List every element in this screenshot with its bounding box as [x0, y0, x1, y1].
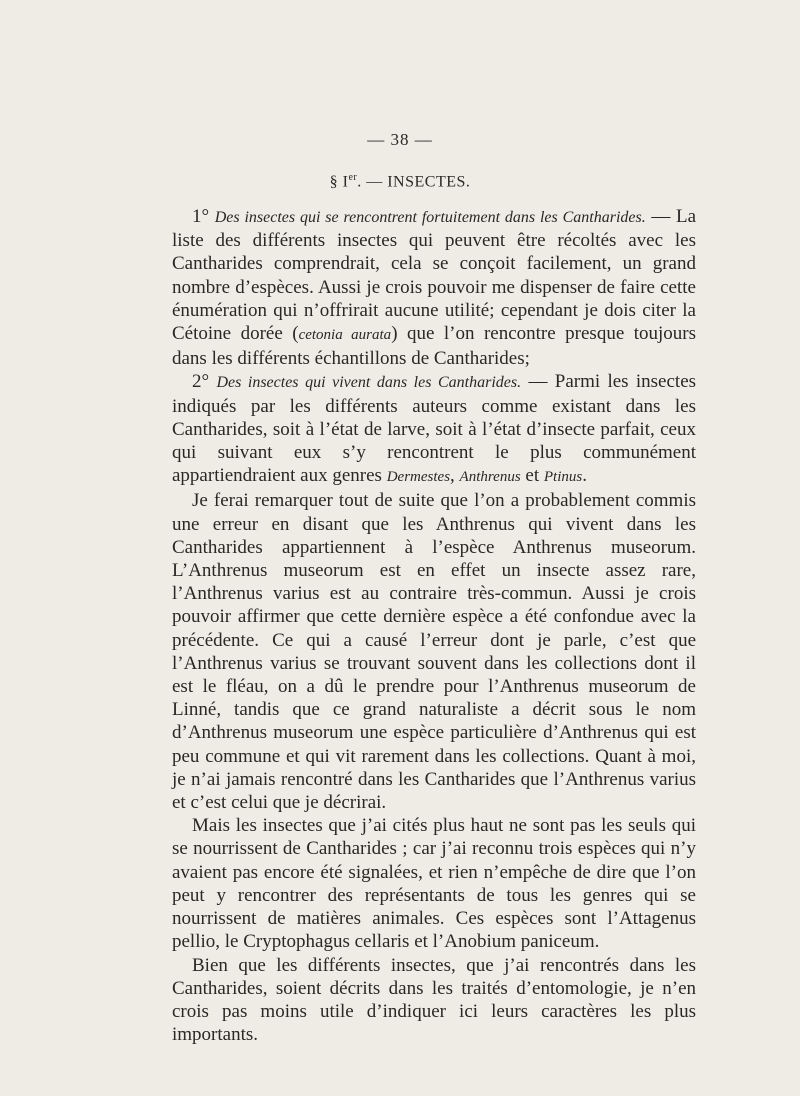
paragraph-4: Mais les insectes que j’ai cités plus haut ne sont pas les seuls qui se nourrissent de Cantharides ; car j’ai reconnu trois espèces qui n’y avaient pas encore été signalées, et rien n’empêche de dire que l’on peut y rencontrer des représentants de tous les genres qui se nourrissent de matières animales. Ces espèces sont l’Attagenus pellio, le Cryptophagus cellaris et l’Anobium paniceum. [172, 815, 696, 953]
paragraph-5: Bien que les différents insectes, que j’ai rencontrés dans les Cantharides, soient décrits dans les traités d’entomologie, je n’en crois pas moins utile d’indiquer ici leurs caractères les plus importants. [172, 954, 696, 1046]
section-symbol: § [329, 173, 339, 191]
paragraph-1-italic: cetonia aurata [298, 327, 392, 344]
paragraph-2 [172, 370, 696, 489]
paragraph-1 [172, 205, 696, 370]
section-superscript: er [348, 172, 358, 183]
paragraph-2-text-a: — Parmi les insectes indiqués par les différents auteurs comme existant dans les Cantharides, soit à l’état de larve, soit à l’état d’insecte parfait, ceux qui suivant eux s’y rencontrent le plus communément appartiendraient aux genres [172, 371, 697, 487]
paragraph-3: Je ferai remarquer tout de suite que l’on a probablement commis une erreur en disant que les Anthrenus qui vivent dans les Cantharides appartiennent à l’espèce Anthrenus museorum. L’Anthrenus museorum est en effet un insecte assez rare, l’Anthrenus varius est au contraire très-commun. Aussi je crois pouvoir affirmer que cette dernière espèce a été confondue avec la précédente. Ce qui a causé l’erreur dont je parle, c’est que l’Anthrenus varius se trouvant souvent dans les collections dont il est le fléau, on a dû le prendre pour l’Anthrenus museorum de Linné, tandis que ce grand naturaliste a décrit sous le nom d’Anthrenus museorum une espèce particulière d’Anthrenus qui est peu commune et qui vit rarement dans les collections. Quant à moi, je n’ai jamais rencontré dans les Cantharides que l’Anthrenus varius et c’est celui que je décrirai. [172, 490, 696, 814]
section-heading [0, 172, 800, 191]
section-roman: I [342, 173, 349, 191]
paragraph-1-number: 1° [192, 206, 210, 227]
genus-ptinus: Ptinus [543, 469, 583, 486]
body-text [172, 205, 696, 1046]
section-title: . — INSECTES. [357, 173, 471, 191]
paragraph-1-text-b: ) que l’on rencontre presque toujours dans les différents échantillons de Cantharides; [172, 323, 696, 370]
paragraph-2-and: et [520, 465, 544, 487]
paragraph-2-comma: , [450, 465, 460, 487]
paragraph-2-lead: Des insectes qui vivent dans les Cantharides. [216, 374, 522, 392]
paragraph-1-text-a: — La liste des différents insectes qui peuvent être récoltés avec les Cantharides comprendrait, cela se conçoit facilement, un grand nombre d’espèces. Aussi je crois pouvoir me dispenser de faire cette énumération qui n’offrirait aucune utilité; cependant je dois citer la Cétoine dorée ( [172, 206, 697, 345]
paragraph-2-number: 2° [192, 371, 210, 393]
paragraph-2-end: . [582, 465, 587, 487]
paragraph-1-lead: Des insectes qui se rencontrent fortuitement dans les Cantharides. [214, 209, 646, 226]
page-number: — 38 — [367, 130, 433, 149]
genus-anthrenus: Anthrenus [459, 469, 521, 486]
genus-dermestes: Dermestes [386, 469, 451, 486]
